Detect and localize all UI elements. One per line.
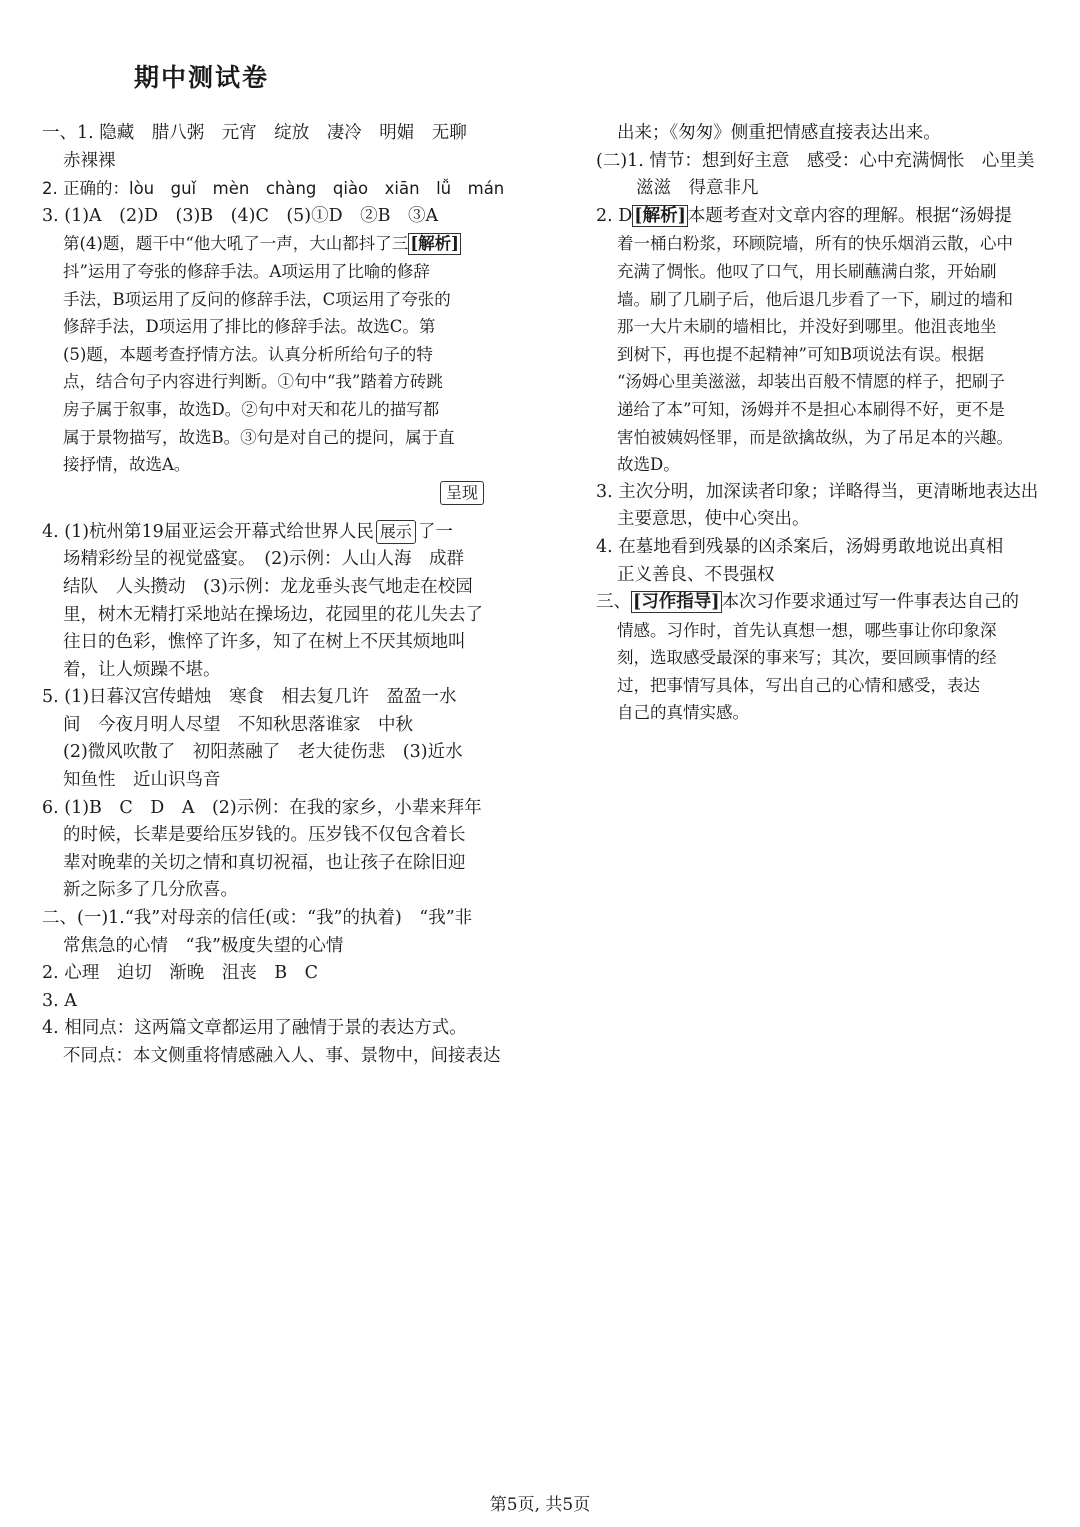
line-text: 主要意思，使中心突出。 xyxy=(617,509,810,530)
line-text: 递给了本”可知，汤姆并不是担心本刷得不好，更不是 xyxy=(617,399,1005,419)
line-text: 结队 人头攒动 (3)示例：龙龙垂头丧气地走在校园 xyxy=(63,576,473,597)
text-line xyxy=(596,286,1044,314)
text-line xyxy=(42,657,508,685)
text-line xyxy=(42,739,508,767)
line-text: 第(4)题，题干中“他大吼了一声，大山都抖了三 xyxy=(63,234,409,254)
line-text: 4. 相同点：这两篇文章都运用了融情于景的表达方式。 xyxy=(42,1018,467,1039)
text-line xyxy=(596,230,1044,258)
text-line xyxy=(42,960,508,988)
right-column xyxy=(596,120,1044,727)
text-line xyxy=(596,424,1044,452)
text-line xyxy=(42,341,508,369)
line-text: 手法，B项运用了反问的修辞手法，C项运用了夸张的 xyxy=(63,289,451,309)
text-line xyxy=(42,822,508,850)
text-line xyxy=(42,396,508,424)
text-line xyxy=(42,451,508,479)
line-text: 6. (1)B C D A (2)示例：在我的家乡，小辈来拜年 xyxy=(42,797,482,818)
line-text: 往日的色彩，憔悴了许多，知了在树上不厌其烦地叫 xyxy=(63,632,466,653)
text-line xyxy=(42,313,508,341)
line-text: 3. A xyxy=(42,990,77,1011)
line-text: 辈对晚辈的关切之情和真切祝福，也让孩子在除旧迎 xyxy=(63,852,466,873)
line-text: 到树下，再也提不起精神”可知B项说法有误。根据 xyxy=(617,344,985,364)
line-text: 出来；《匆匆》侧重把情感直接表达出来。 xyxy=(617,123,941,143)
line-text: 那一大片未刷的墙相比，并没好到哪里。他沮丧地坐 xyxy=(617,317,997,337)
line-text: 常焦急的心情 “我”极度失望的心情 xyxy=(63,935,344,956)
line-text: 二、(一)1.“我”对母亲的信任(或：“我”的执着) “我”非 xyxy=(42,908,473,929)
text-line xyxy=(42,148,508,176)
text-line xyxy=(42,712,508,740)
text-line xyxy=(596,534,1044,562)
line-text: 场精彩纷呈的视觉盛宴。 (2)示例：人山人海 成群 xyxy=(63,549,465,570)
line-text: 点，结合句子内容进行判断。①句中“我”踏着方砖跳 xyxy=(63,372,443,392)
line-text: 着，让人烦躁不堪。 xyxy=(63,659,221,680)
line-text: 故选D。 xyxy=(617,455,680,475)
line-text: 滋滋 得意非凡 xyxy=(636,178,759,199)
text-line xyxy=(596,175,1044,203)
text-line xyxy=(596,148,1044,176)
spacer xyxy=(42,479,508,519)
line-text: 害怕被姨妈怪罪，而是欲擒故纵，为了吊足本的兴趣。 xyxy=(617,427,1013,447)
text-line xyxy=(42,120,508,148)
line-text: 3. (1)A (2)D (3)B (4)C (5)①D ②B ③A xyxy=(42,205,439,226)
text-line xyxy=(42,684,508,712)
text-line xyxy=(42,905,508,933)
text-line xyxy=(596,506,1044,534)
line-text: 着一桶白粉浆，环顾院墙，所有的快乐烟消云散，心中 xyxy=(617,234,1013,254)
text-line xyxy=(596,562,1044,590)
text-line xyxy=(42,629,508,657)
text-line xyxy=(596,313,1044,341)
line-text: 房子属于叙事，故选D。②句中对天和花儿的描写都 xyxy=(63,399,440,419)
line-text: 一、1. 隐藏 腊八粥 元宵 绽放 凄冷 明媚 无聊 xyxy=(42,123,467,143)
line-text: 情感。习作时，首先认真想一想，哪些事让你印象深 xyxy=(617,620,997,640)
text-line xyxy=(42,230,508,258)
line-text: 接抒情，故选A。 xyxy=(63,455,191,475)
line-text: 2. 心理 迫切 渐晚 沮丧 B C xyxy=(42,963,319,984)
text-line xyxy=(42,850,508,878)
text-line xyxy=(42,877,508,905)
text-line xyxy=(42,795,508,823)
text-line xyxy=(596,479,1044,507)
text-line xyxy=(596,644,1044,672)
line-text: 本题考查对文章内容的理解。根据“汤姆提 xyxy=(687,205,1012,226)
text-line xyxy=(42,175,508,203)
text-line xyxy=(596,341,1044,369)
text-line xyxy=(42,203,508,231)
correction-box: 展示 xyxy=(376,520,416,544)
text-line xyxy=(42,602,508,630)
line-text: 过，把事情写具体，写出自己的心情和感受，表达 xyxy=(617,675,980,695)
line-text: 自己的真情实感。 xyxy=(617,703,749,723)
left-column xyxy=(42,120,508,1071)
line-text: 3. 主次分明，加深读者印象；详略得当，更清晰地表达出 xyxy=(596,481,1039,502)
line-text: 三、 xyxy=(596,592,631,613)
text-line xyxy=(596,589,1044,617)
line-text: 修辞手法，D项运用了排比的修辞手法。故选C。第 xyxy=(63,317,436,337)
line-text: 正义善良、不畏强权 xyxy=(617,564,775,585)
text-line xyxy=(596,120,1044,148)
text-line xyxy=(42,258,508,286)
text-line xyxy=(42,482,508,547)
text-line xyxy=(42,546,508,574)
line-text: 间 今夜月明人尽望 不知秋思落谁家 中秋 xyxy=(63,714,413,735)
line-text: 新之际多了几分欣喜。 xyxy=(63,880,238,901)
text-line xyxy=(596,699,1044,727)
text-line xyxy=(42,933,508,961)
line-text: 属于景物描写，故选B。③句是对自己的提问，属于直 xyxy=(63,427,455,447)
text-line xyxy=(596,258,1044,286)
analysis-tag: [解析] xyxy=(410,234,459,254)
line-text: 不同点：本文侧重将情感融入人、事、景物中，间接表达 xyxy=(63,1046,501,1066)
line-text: 赤裸裸 xyxy=(63,150,116,171)
text-line xyxy=(42,767,508,795)
line-text: 本次习作要求通过写一件事表达自己的 xyxy=(721,592,1020,613)
text-line xyxy=(42,424,508,452)
line-text: 充满了惆怅。他叹了口气，用长刷蘸满白浆，开始刷 xyxy=(617,261,997,281)
analysis-tag: [习作指导] xyxy=(633,592,720,613)
text-line xyxy=(596,368,1044,396)
text-line xyxy=(596,203,1044,231)
line-text: 4. (1)杭州第19届亚运会开幕式给世界人民 xyxy=(42,521,374,542)
text-line xyxy=(42,1015,508,1043)
text-line xyxy=(42,988,508,1016)
line-text: (2)微风吹散了 初阳蒸融了 老大徒伤悲 (3)近水 xyxy=(63,742,463,763)
text-line xyxy=(42,286,508,314)
line-text: 2. 正确的：lòu guǐ mèn chàng qiào xiān lǚ mán xyxy=(42,179,505,199)
line-text: 4. 在墓地看到残暴的凶杀案后，汤姆勇敢地说出真相 xyxy=(596,536,1004,557)
text-line xyxy=(42,1043,508,1071)
line-text: 2. D xyxy=(596,205,633,226)
line-text: 的时候，长辈是要给压岁钱的。压岁钱不仅包含着长 xyxy=(63,825,466,846)
line-text: 墙。刷了几刷子后，他后退几步看了一下，刷过的墙和 xyxy=(617,289,1013,309)
page-footer: 第5页, 共5页 xyxy=(489,1495,591,1515)
analysis-tag: [解析] xyxy=(634,205,686,226)
line-text: 知鱼性 近山识鸟音 xyxy=(63,770,221,791)
text-line xyxy=(42,368,508,396)
line-text: 5. (1)日暮汉宫传蜡烛 寒食 相去复几许 盈盈一水 xyxy=(42,687,457,708)
line-text: 里，树木无精打采地站在操场边，花园里的花儿失去了 xyxy=(63,604,483,625)
text-line xyxy=(596,672,1044,700)
line-text: (二)1. 情节：想到好主意 感受：心中充满惆怅 心里美 xyxy=(596,150,1035,171)
line-text: 刻，选取感受最深的事来写；其次，要回顾事情的经 xyxy=(617,648,997,668)
page-title: 期中测试卷 xyxy=(134,63,270,92)
text-line xyxy=(596,451,1044,479)
line-text: (5)题，本题考查抒情方法。认真分析所给句子的特 xyxy=(63,344,433,364)
text-line xyxy=(596,396,1044,424)
text-line xyxy=(42,574,508,602)
correction-box-above: 呈现 xyxy=(440,481,484,505)
line-text: “汤姆心里美滋滋，却装出百般不情愿的样子，把刷子 xyxy=(617,372,1005,392)
line-text: 了一 xyxy=(417,521,453,542)
text-line xyxy=(596,617,1044,645)
line-text: 抖”运用了夸张的修辞手法。A项运用了比喻的修辞 xyxy=(63,261,430,281)
